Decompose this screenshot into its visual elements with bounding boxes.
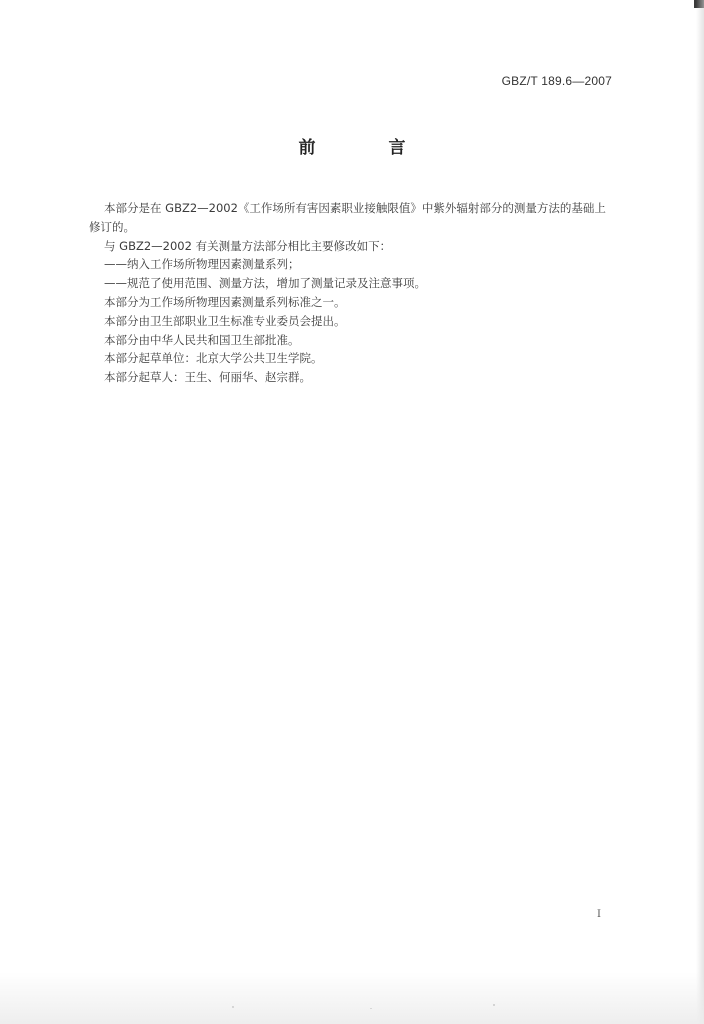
scan-bottom-shadow (0, 972, 704, 1024)
paragraph: 本部分起草单位：北京大学公共卫生学院。 (104, 351, 323, 366)
paragraph: 本部分由卫生部职业卫生标准专业委员会提出。 (104, 313, 346, 328)
section-title: 前 言 (298, 138, 434, 158)
paragraph: 与 GBZ2—2002 有关测量方法部分相比主要修改如下： (104, 238, 392, 253)
paragraph: 本部分是在 GBZ2—2002《工作场所有害因素职业接触限值》中紫外辐射部分的测量方法的基础上修订的。 (89, 201, 606, 234)
page-number: I (597, 909, 601, 920)
paragraph: 本部分由中华人民共和国卫生部批准。 (104, 332, 300, 347)
paragraph: 本部分为工作场所物理因素测量系列标准之一。 (104, 294, 346, 309)
foreword-body (89, 199, 613, 387)
paragraph: 本部分起草人：王生、何丽华、赵宗群。 (104, 370, 311, 385)
scan-edge-shadow (696, 0, 704, 1024)
standard-number: GBZ/T 189.6—2007 (501, 74, 612, 88)
paragraph: ——纳入工作场所物理因素测量系列； (104, 257, 300, 272)
paragraph: ——规范了使用范围、测量方法，增加了测量记录及注意事项。 (104, 276, 426, 291)
